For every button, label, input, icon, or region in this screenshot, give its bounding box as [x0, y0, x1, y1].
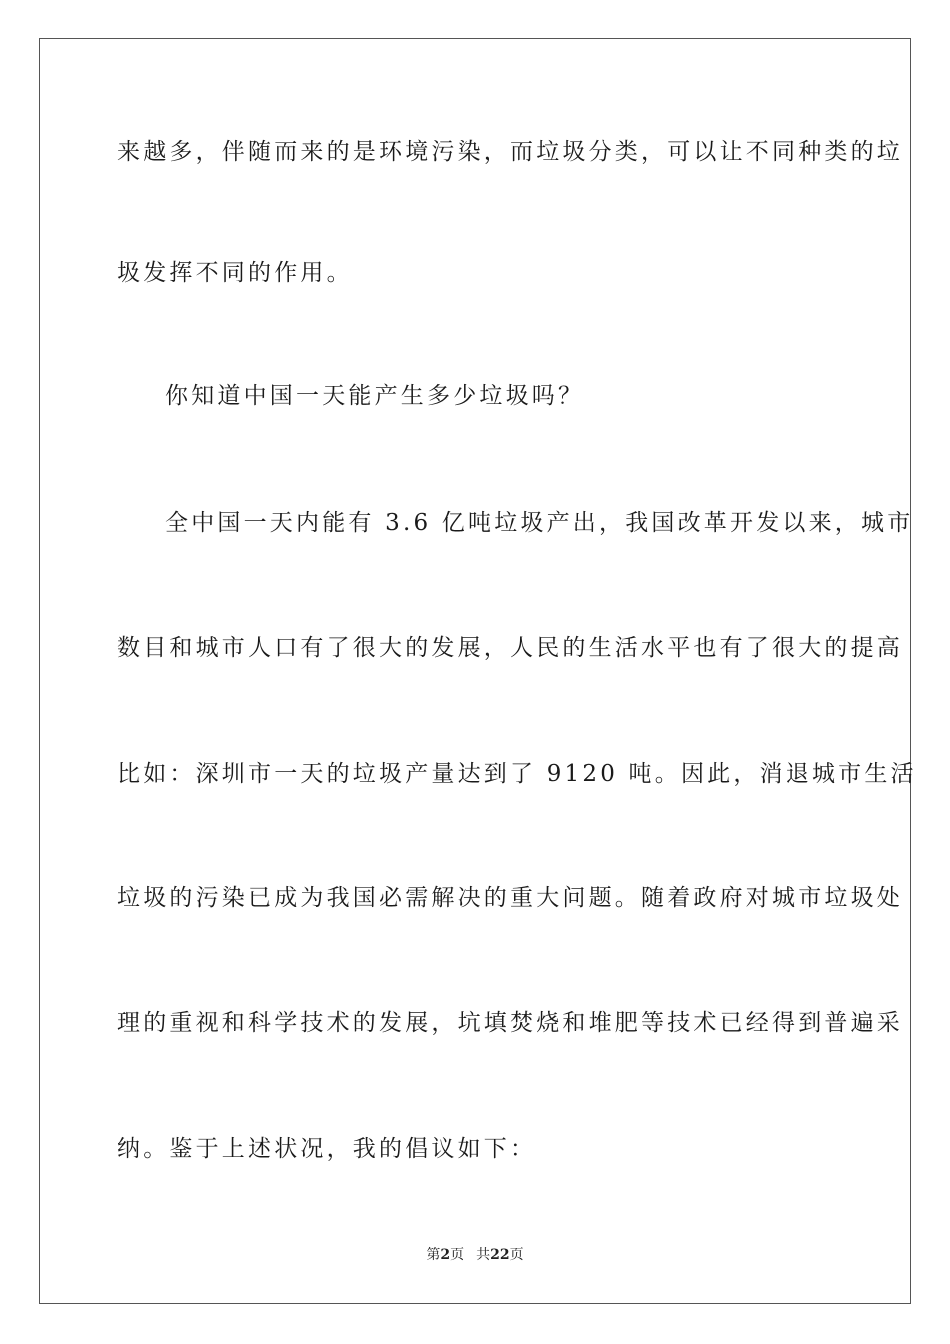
page-suffix: 页: [450, 1247, 465, 1263]
body-text-line: 圾发挥不同的作用。: [117, 260, 353, 286]
body-text-line: 你知道中国一天能产生多少垃圾吗？: [165, 383, 585, 409]
page-prefix: 第: [426, 1247, 441, 1263]
body-text-line: 垃圾的污染已成为我国必需解决的重大问题。随着政府对城市垃圾处: [117, 885, 903, 911]
body-text-line: 数目和城市人口有了很大的发展，人民的生活水平也有了很大的提高: [117, 635, 903, 661]
total-pages: 22: [490, 1247, 510, 1263]
total-prefix: 共: [476, 1247, 491, 1263]
body-text-line: 纳。鉴于上述状况，我的倡议如下：: [117, 1136, 537, 1162]
total-suffix: 页: [509, 1247, 524, 1263]
body-text-line: 来越多，伴随而来的是环境污染，而垃圾分类，可以让不同种类的垃: [117, 139, 903, 165]
body-text-line: 全中国一天内能有 3.6 亿吨垃圾产出，我国改革开发以来，城市: [165, 510, 914, 536]
body-text-line: 比如：深圳市一天的垃圾产量达到了 9120 吨。因此，消退城市生活: [117, 761, 917, 787]
body-text-line: 理的重视和科学技术的发展，坑填焚烧和堆肥等技术已经得到普遍采: [117, 1010, 903, 1036]
page-number: 2: [440, 1247, 451, 1263]
page-border: [39, 38, 917, 1304]
page-footer: [0, 1246, 950, 1264]
